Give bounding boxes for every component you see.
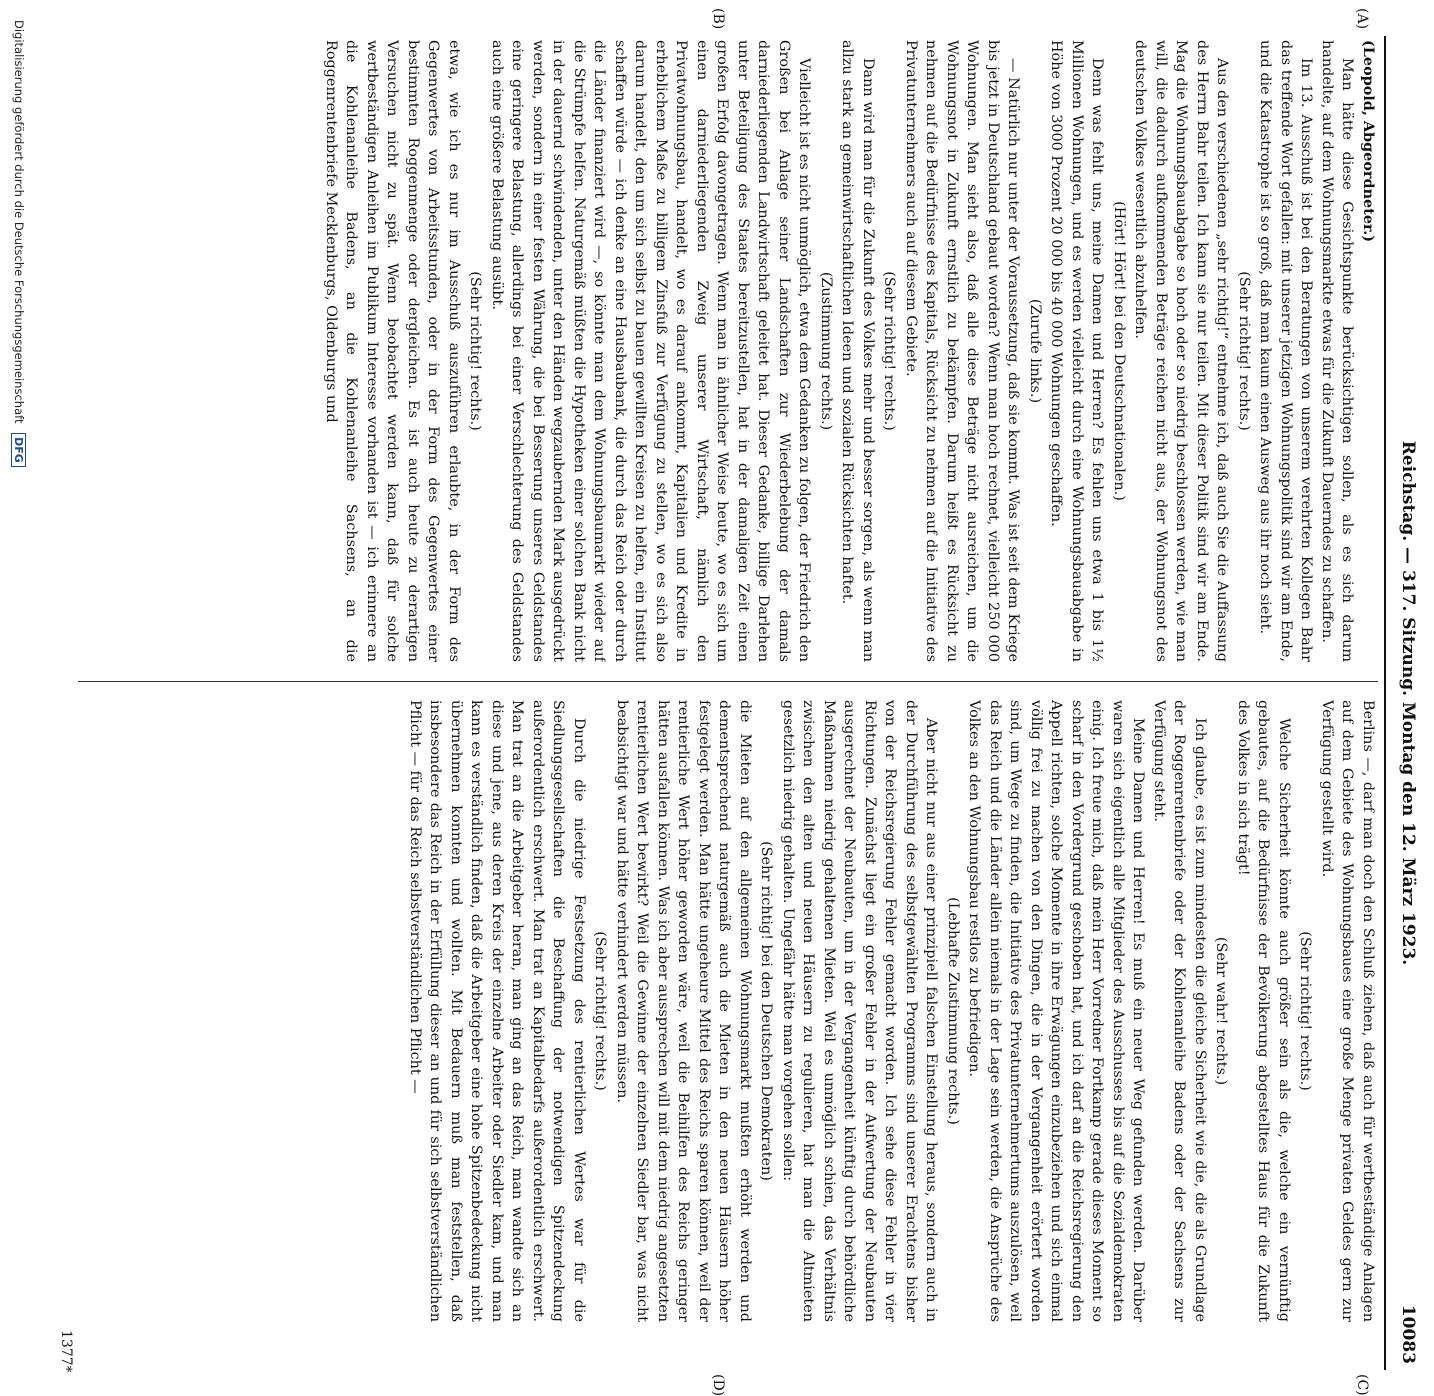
reaction-note: (Sehr richtig! rechts.) [881,271,898,431]
paragraph: Welche Sicherheit könnte auch größer sein als die, welche ein vernünftig gebautes, auf die Bedürfnisse der Bevölkerung abgestelltes Haus für die Zukunft des Volkes in sich trägt! [1235,700,1292,1322]
reaction-note: (Lebhafte Zustimmung rechts.) [945,897,961,1125]
reaction-note: (Zurufe links.) [1027,298,1043,404]
margin-marker-d: (D) [710,1374,726,1396]
reaction-note: (Hört! Hört! bei den Deutschnationalen.) [1111,201,1127,501]
page-number: 10083 [1398,1304,1418,1364]
reaction-note: (Sehr richtig! rechts.) [1236,271,1252,431]
margin-marker-c: (C) [1354,1374,1370,1396]
paragraph: Durch die niedrige Festsetzung des rentierlichen Wertes war für die Siedlungsgesellschaften die Beschaffung der notwendigen Spitzendeckung außerordentlich erschwert. Man trat an Kapitalbedarfs außerordentlich erschwert. Man trat an die Arbeitgeber heran, man ging an das Reich, man wandte sich an diese und jene, aus deren Kreis der einzelne Arbeiter oder Siedler kam, und man kann es verständlich finden, daß die Arbeitgeber eine hohe Spitzenbedeckung nicht übernehmen konnten und wollten. Mit Bedauern muß man feststellen, daß insbesondere das Reich in der Erfüllung dieser an und für sich selbstverständlichen Pflicht — für das Reich selbstverständlichen Pflicht — [407,700,587,1322]
paragraph: — Natürlich nur unter der Voraussetzung, daß sie kommt. Was ist seit dem Kriege bis jetzt in Deutschland gebaut worden? Wenn man hoch rechnet, vielleicht 250 000 Wohnungen. Man sieht also, daß alle diese Beträge nicht ausreichen, um die Wohnungsnot in Zukunft ernstlich zu bekämpfen. Darum heißt es Rücksicht zu nehmen auf die Bedürfnisse des Kapitals, Rücksicht zu nehmen auf die Initiative des Privatunternehmers auch auf diesem Gebiete. [903,40,1022,662]
reaction-note: (Zustimmung rechts.) [818,271,834,431]
page-title: Reichstag. — 317. Sitzung. Montag den 12. März 1923. [1398,440,1418,966]
paragraph: Meine Damen und Herren! Es muß ein neuer Weg gefunden werden. Darüber waren sich eigentlich alle Mitglieder des Ausschusses bis auf die Sozialdemokraten einig. Ich freue mich, daß mein Herr Vorredner Fortkamp gerade dieses Moment so scharf in den Vordergrund geschoben hat, und ich darf an die Reichsregierung den Appell richten, solche Momente in ihre Erwägungen einzubeziehen und sich einmal völlig frei zu machen von den Dingen, die in der Vergangenheit erörtert worden sind, um Wege zu finden, die Initiative des Privatunternehmertums auszulösen, weil das Reich und die Länder allein niemals in der Lage sein werden, die Ansprüche des Volkes an den Wohnungsbau restlos zu befriedigen. [966,700,1147,1322]
left-column [78,40,1378,662]
page-header [1384,36,1430,1370]
paragraph: Man hätte diese Gesichtspunkte berücksichtigen sollen, als es sich darum handelte, auf dem Wohnungsmarkte etwas für die Zukunft Dauerndes zu schaffen. [1319,40,1356,662]
paragraph: Ich glaube, es ist zum mindesten die gleiche Sicherheit wie die, die als Grundlage der Roggenrentenbriefe oder der Kohlenanleihe Badens oder der Sachsens zur Verfügung steht. [1151,700,1208,1322]
paragraph: Berlins —, darf man doch den Schluß ziehen, daß auch für wertbeständige Anlagen auf dem Gebiete des Wohnungsbaues eine große Menge privaten Geldes gern zur Verfügung gestellt wird. [1319,700,1376,1322]
paragraph: Aber nicht nur aus einer prinzipiell falschen Einstellung heraus, sondern auch in der Durchführung des selbstgewählten Programms sind unserer Erachtens bisher von der Reichsregierung Fehler gemacht worden. Ich sehe diese Fehler in vier Richtungen. Zunächst liegt ein großer Fehler in der Aufwertung der Neubauten ausgerechnet der Neubauten, um in der Vergangenheit künftig durch behördliche Maßnahmen niedrig gehaltenen Mieten. Weil es unmöglich schien, das Verhältnis zwischen den alten und neuen Häusern zu regulieren, hat man die Altmieten gesetzlich niedrig gehalten. Ungefähr hätte man vorgehen sollen: [780,700,940,1322]
reaction-note: (Sehr wahr! rechts.) [1213,936,1230,1086]
footer-credit-text: Digitalisierung gefördert durch die Deutsche Forschungsgemeinschaft [12,20,26,424]
paragraph: Vielleicht ist es nicht unmöglich, etwa dem Gedanken zu folgen, der Friedrich den Großen bei Anlage seiner Landschaften zur Wiederbelebung der damals darniederliegenden Landwirtschaft geleitet hat. Dieser Gedanke, billige Darlehen unter Beteiligung des Staates bereitzustellen, hat in der damaligen Zeit einen großen Erfolg davongetragen. Wenn man in ähnlicher Weise heute, wo es sich um einen darniederliegenden Zweig unserer Wirtschaft, nämlich den Privatwohnungsbau, handelt, wo es darauf ankommt, Kapitalien und Kredite in erheblichem Maße zu billigem Zinsfuß zur Verfügung zu stellen, wo es sich also darum handelt, den um sich selbst zu bauen gewillten Kreisen zu helfen, ein Institut schaffen würde — ich denke an eine Hausbaubank, die durch das Reich oder durch die Länder finanziert wird —, so könnte man dem Wohnungsbaumarkt wieder auf die Strümpfe helfen. Naturgemäß müßten die Hypotheken einer solchen Bank nicht in der dauernd schwindenden, unter den Händen wegzaubernden Mark ausgedrückt werden, sondern in einer festen Währung, die bei Besserung unseres Geldstandes eine geringere Belastung, allerdings bei einer Verschlechterung des Geldstandes auch eine größere Belastung ausübt. [489,40,813,662]
right-column [78,700,1378,1322]
speaker-name: (Leopold, Abgeordneter.) [1360,40,1377,243]
reaction-note: (Sehr richtig! rechts.) [467,271,484,431]
paragraph: Im 13. Ausschuß ist bei den Beratungen von unserem verehrten Kollegen Bahr das treffende Wort gefallen: mit unserer jetzigen Wohnungspolitik sind wir am Ende, und die Katastrophe ist so groß, daß man kaum einen Ausweg aus ihr noch sieht. [1257,40,1315,662]
column-divider [78,681,1378,682]
paragraph: die Mieten auf den allgemeinen Wohnungsmarkt mußten erhöht werden und dementsprechend naturgemäß auch die Mieten in den neuen Häusern höher festgelegt werden. Man hätte ungeheure Mittel des Reichs sparen können, weil der rentierliche Wert höher geworden wäre, weil die Beihilfen des Reichs geringer hätten ausfallen können. Was ich aber aussprechen will mit dem niedrig angesetzten rentierlichen Wert bewirkt? Weil die Gewinne der einzelnen Siedler bar, was nicht beabsichtigt war und hätte verhindert werden müssen. [614,700,753,1322]
margin-marker-a: (A) [1354,8,1370,30]
paragraph: Dann wird man für die Zukunft des Volkes mehr und besser sorgen, als wenn man allzu stark an gemeinwirtschaftlichen Ideen und sozialen Rücksichten haftet. [839,40,876,662]
footer-credit [11,20,26,467]
signature-mark: 1377* [58,1330,74,1373]
reaction-note: (Sehr richtig! bei den Deutschen Demokraten) [758,841,775,1181]
paragraph: Denn was fehlt uns, meine Damen und Herren? Es fehlen uns etwa 1 bis 1½ Millionen Wohnungen, und es werden vielleicht durch eine Wohnungsbauabgabe in Höhe von 3000 Prozent 20 000 bis 40 000 Wohnungen geschaffen. [1048,40,1106,662]
dfg-logo: DFG [11,433,26,467]
margin-marker-b: (B) [710,8,726,30]
paragraph: Aus den verschiedenen „sehr richtig!“ entnehme ich, daß auch Sie die Auffassung des Herrn Bahr teilen. Ich kann sie nur teilen. Mit dieser Politik sind wir am Ende. Mag die Wohnungsbauabgabe so hoch oder so niedrig beschlossen werden, wie man will, die dadurch aufkommenden Beträge reichen nicht aus, der Wohnungsnot des deutschen Volkes wesentlich abzuhelfen. [1132,40,1231,662]
reaction-note: (Sehr richtig! rechts.) [1297,931,1314,1091]
paragraph: etwa, wie ich es nur im Ausschuß auszuführen erlaubte, in der Form des Gegenwertes von Arbeitsstunden, oder in der Form des Gegenwertes einer bestimmten Roggenmenge oder dergleichen. Es ist auch heute zu derartigen Versuchen nicht zu spät. Wenn beobachtet werden kann, daß für solche wertbeständigen Anleihen im Publikum Interesse vorhanden ist — ich erinnere an die Kohlenanleihe Badens, an die Kohlenanleihe Sachsens, an die Roggenrentenbriefe Mecklenburgs, Oldenburgs und [323,40,462,662]
reaction-note: (Sehr richtig! rechts.) [592,931,609,1091]
